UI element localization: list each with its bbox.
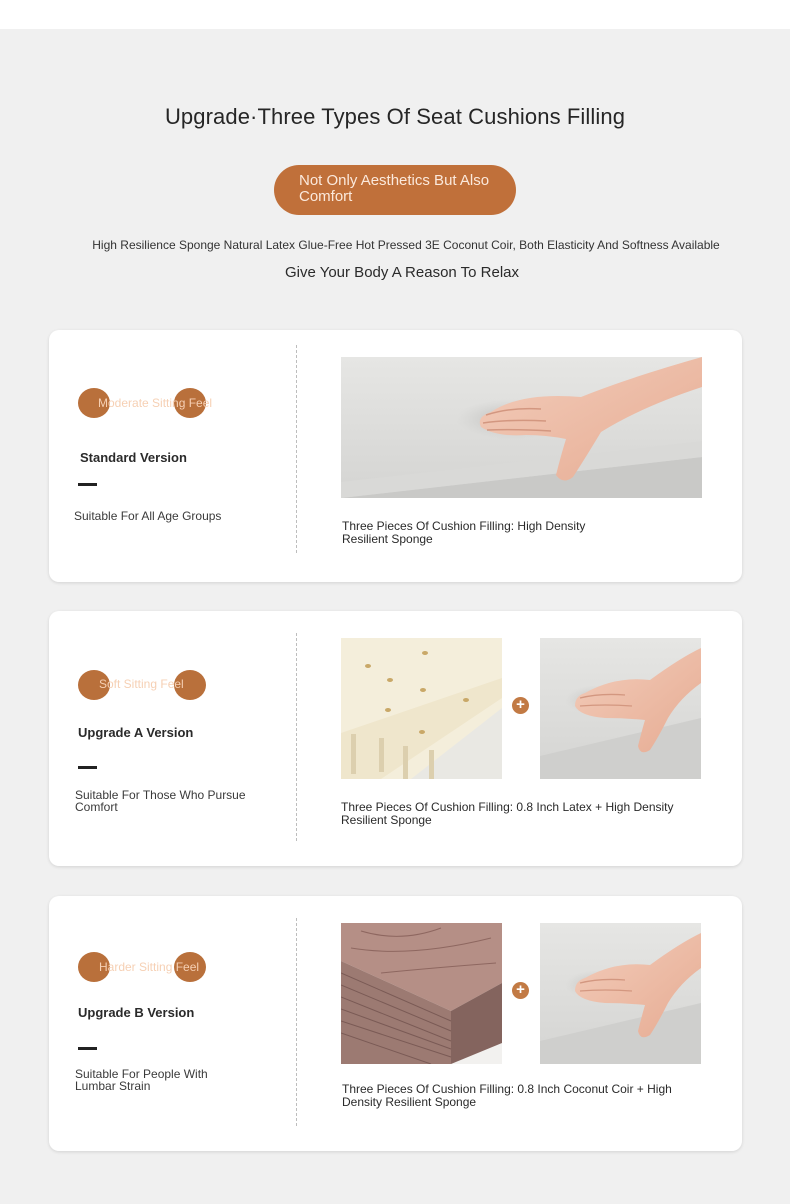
version-dash (78, 1047, 97, 1050)
comfort-pill-badge: Not Only Aesthetics But Also Comfort (274, 165, 516, 215)
version-card-upgrade-b (49, 896, 742, 1151)
version-title: Upgrade B Version (78, 1005, 195, 1020)
page-title: Upgrade·Three Types Of Seat Cushions Filling (164, 104, 626, 129)
card-divider (296, 633, 297, 841)
sitting-feel-label: Harder Sitting Feel (99, 960, 200, 974)
sponge-press-photo (540, 638, 701, 779)
plus-icon: + (512, 982, 529, 999)
version-title: Standard Version (80, 450, 187, 465)
version-card-standard (49, 330, 742, 582)
sponge-press-photo (341, 357, 702, 498)
version-card-upgrade-a (49, 611, 742, 866)
sponge-press-photo (540, 923, 701, 1064)
filling-caption: Three Pieces Of Cushion Filling: High Density Resilient Sponge (342, 519, 586, 546)
version-dash (78, 483, 97, 486)
coconut-coir-photo (341, 923, 502, 1064)
card-divider (296, 918, 297, 1126)
plus-icon: + (512, 697, 529, 714)
filling-caption: Three Pieces Of Cushion Filling: 0.8 Inch Latex + High Density Resilient Sponge (341, 800, 674, 827)
card-divider (296, 345, 297, 553)
filling-caption: Three Pieces Of Cushion Filling: 0.8 Inch Coconut Coir + High Density Resilient Sponge (342, 1082, 672, 1109)
latex-photo (341, 638, 502, 779)
top-bar (0, 0, 790, 29)
version-dash (78, 766, 97, 769)
sitting-feel-label: Soft Sitting Feel (99, 677, 184, 691)
materials-subtitle: High Resilience Sponge Natural Latex Glue-Free Hot Pressed 3E Coconut Coir, Both Elasticity And Softness Available (92, 238, 720, 252)
version-title: Upgrade A Version (78, 725, 194, 740)
tagline: Give Your Body A Reason To Relax (284, 264, 520, 281)
suitable-text: Suitable For All Age Groups (74, 509, 222, 523)
sitting-feel-label: Moderate Sitting Feel (98, 396, 213, 410)
suitable-text: Suitable For People With Lumbar Strain (75, 1067, 208, 1093)
suitable-text: Suitable For Those Who Pursue Comfort (75, 788, 246, 814)
